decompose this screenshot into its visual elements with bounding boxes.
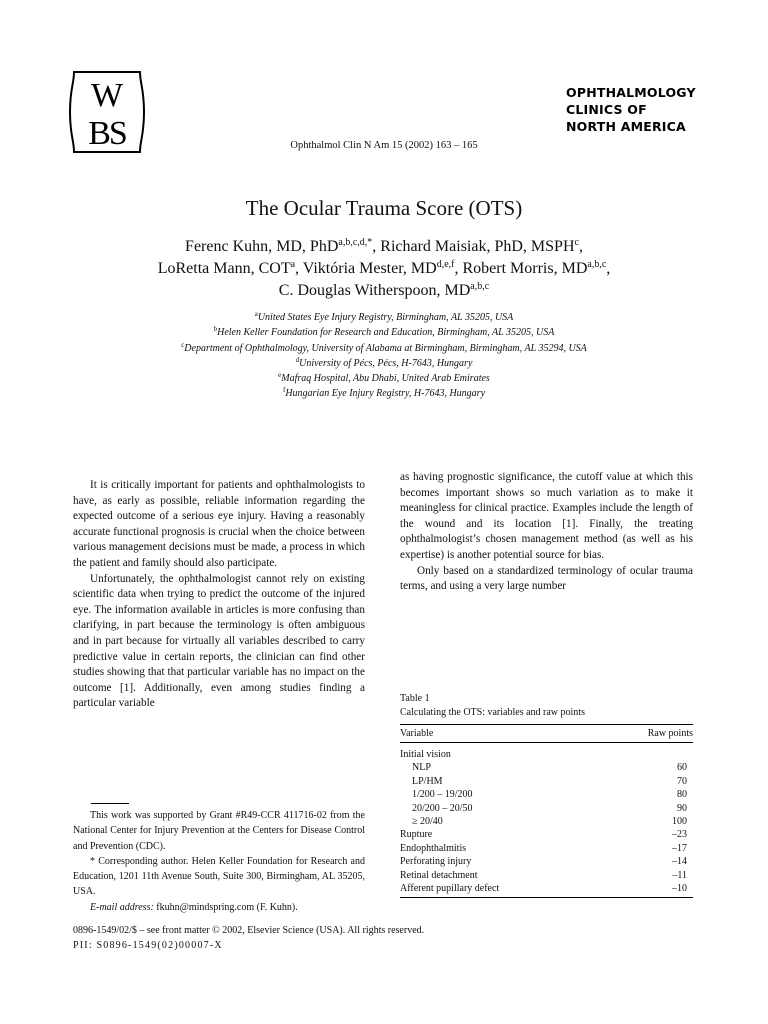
author-affil-marks: a,b,c,d,* <box>338 237 373 248</box>
journal-brand-line: CLINICS OF <box>566 102 647 117</box>
affiliation <box>0 386 768 401</box>
table-row <box>400 882 693 898</box>
ots-table <box>400 724 693 898</box>
affil-text: Helen Keller Foundation for Research and Education, Birmingham, AL 35205, USA <box>217 327 555 339</box>
body-column-left <box>73 478 365 712</box>
table-label: Table 1 <box>400 693 430 704</box>
affiliation <box>0 341 768 356</box>
author-name: Viktória Mester, MD <box>302 260 437 277</box>
author-list: Ferenc Kuhn, MD, PhD$^{a,b,c,d,*}$, Richard Maisiak, PhD, MSPH$^c$, LoRetta Mann, COT$^a$, Viktória Mester, MD$^{d,e,f}$, Robert Morris, MD$^{a,b,c}$, C. Douglas Witherspoon, MD$^{a,b,c}$ <box>157 237 611 299</box>
points-cell: –17 <box>672 842 687 854</box>
affiliation <box>0 371 768 386</box>
citation-text: Ophthalmol Clin N Am 15 (2002) 163 – 165 <box>290 140 478 151</box>
variable-cell: Retinal detachment <box>400 869 478 881</box>
author-name: Richard Maisiak, PhD, MSPH <box>380 238 575 255</box>
email-note <box>73 900 365 915</box>
affiliation <box>0 325 768 340</box>
author-affil-marks: a,b,c <box>470 281 490 292</box>
author-name: Robert Morris, MD <box>462 260 588 277</box>
journal-citation <box>0 140 768 151</box>
table-header-row <box>400 725 693 743</box>
table-row <box>400 869 693 882</box>
points-cell: –23 <box>672 829 687 841</box>
variable-cell: Afferent pupillary defect <box>400 882 601 898</box>
svg-text:W: W <box>90 77 124 114</box>
table-row <box>400 815 693 828</box>
journal-brand-line: OPHTHALMOLOGY <box>566 85 696 100</box>
body-paragraph: Only based on a standardized terminology of ocular trauma terms, and using a very large number <box>400 564 693 593</box>
email-label: E-mail address: <box>90 901 154 913</box>
affil-mark: a <box>254 310 258 318</box>
variable-cell: LP/HM <box>412 775 443 787</box>
points-cell: 100 <box>672 816 687 828</box>
affil-text: Department of Ophthalmology, University of Alabama at Birmingham, Birmingham, AL 35294, USA <box>184 342 587 354</box>
body-paragraph: It is critically important for patients and ophthalmologists to have, as early as possible, reliable information regarding the expected outcome of a serious eye injury. Having a reasonably accurate functional prognosis is crucial when the choice between various management decisions must be made, a process in which the patient and family should also participate. <box>73 479 365 569</box>
points-cell: –11 <box>672 869 687 881</box>
pii-line: PII: S0896-1549(02)00007-X <box>73 940 223 951</box>
variable-cell: Rupture <box>400 829 433 841</box>
affil-text: Mafraq Hospital, Abu Dhabi, United Arab Emirates <box>281 373 490 385</box>
table-row <box>400 855 693 868</box>
email-address[interactable]: fkuhn@mindspring.com (F. Kuhn). <box>156 901 298 913</box>
points-cell: 70 <box>677 775 687 787</box>
footnote-divider <box>91 803 129 804</box>
body-column-right <box>400 470 693 595</box>
variable-cell: NLP <box>412 762 431 774</box>
table-row <box>400 761 693 774</box>
journal-brand <box>566 84 736 135</box>
points-cell: 90 <box>677 802 687 814</box>
points-cell: –10 <box>601 882 693 898</box>
corresponding-author-note: * Corresponding author. Helen Keller Foundation for Research and Education, 1201 11th Avenue South, Suite 300, Birmingham, AL 35205, USA. <box>73 855 365 898</box>
variable-cell: 20/200 – 20/50 <box>412 802 473 814</box>
affil-mark: b <box>213 325 218 334</box>
points-cell: 80 <box>677 789 687 801</box>
affil-text: University of Pécs, Pécs, H-7643, Hungary <box>299 357 473 369</box>
svg-text:BS: BS <box>88 115 126 152</box>
affiliation-list <box>0 310 768 402</box>
author-affil-marks: a <box>290 259 296 270</box>
points-cell: 60 <box>677 762 687 774</box>
affiliation <box>0 310 768 325</box>
funding-note: This work was supported by Grant #R49-CCR 411716-02 from the National Center for Injury Prevention at the Centers for Disease Control and Prevention (CDC). <box>73 810 365 852</box>
points-cell <box>601 743 693 762</box>
variable-cell: Perforating injury <box>400 856 472 868</box>
table-row <box>400 775 693 788</box>
affil-mark: f <box>282 386 286 395</box>
author-name: Ferenc Kuhn, MD, PhD <box>185 238 339 255</box>
column-header: Variable <box>400 725 601 743</box>
table-1 <box>400 692 693 898</box>
author-affil-marks: c <box>574 237 579 248</box>
footnotes <box>73 808 365 915</box>
table-row <box>400 743 693 762</box>
table-row <box>400 802 693 815</box>
variable-cell: 1/200 – 19/200 <box>412 789 473 801</box>
variable-cell: Initial vision <box>400 749 451 760</box>
affiliation <box>0 356 768 371</box>
table-caption: Calculating the OTS: variables and raw points <box>400 707 585 718</box>
author-affil-marks: a,b,c <box>587 259 607 270</box>
author-name: C. Douglas Witherspoon, MD <box>278 282 471 299</box>
affil-mark: e <box>278 371 282 380</box>
column-header: Raw points <box>601 725 693 743</box>
body-paragraph: as having prognostic significance, the cutoff value at which this becomes important shows so much variation as to make it meaningless for clinical practice. Examples include the length of the wound and its location [1]. Finally, the treating ophthalmologist’s chosen management method (as well as his expertise) is another potential source for bias. <box>400 471 693 561</box>
copyright-line: 0896-1549/02/$ – see front matter © 2002, Elsevier Science (USA). All rights reserved. <box>73 925 425 936</box>
author-affil-marks: d,e,f <box>436 259 455 270</box>
variable-cell: Endophthalmitis <box>400 842 467 854</box>
journal-brand-line: NORTH AMERICA <box>566 119 686 134</box>
variable-cell: ≥ 20/40 <box>412 816 443 828</box>
table-row <box>400 842 693 855</box>
affil-mark: c <box>181 340 185 349</box>
affil-mark: d <box>295 355 300 364</box>
points-cell: –14 <box>672 856 687 868</box>
copyright-footer <box>73 923 713 953</box>
author-name: LoRetta Mann, COT <box>157 260 291 277</box>
affil-text: United States Eye Injury Registry, Birmingham, AL 35205, USA <box>257 312 514 323</box>
table-row <box>400 788 693 801</box>
body-paragraph: Unfortunately, the ophthalmologist cannot rely on existing scientific data when trying to predict the outcome of the injured eye. The information available in articles is more confusing than clarifying, in part because the terminology is often ambiguous and in part because for virtually all variables described to carry predictive value in certain reports, the clinician can find other studies showing that that particular variable has no impact on the outcome [1]. Additionally, even among studies finding a particular variable <box>73 572 365 710</box>
affil-text: Hungarian Eye Injury Registry, H-7643, Hungary <box>285 388 486 400</box>
article-title: The Ocular Trauma Score (OTS) <box>245 196 523 220</box>
table-row <box>400 828 693 841</box>
